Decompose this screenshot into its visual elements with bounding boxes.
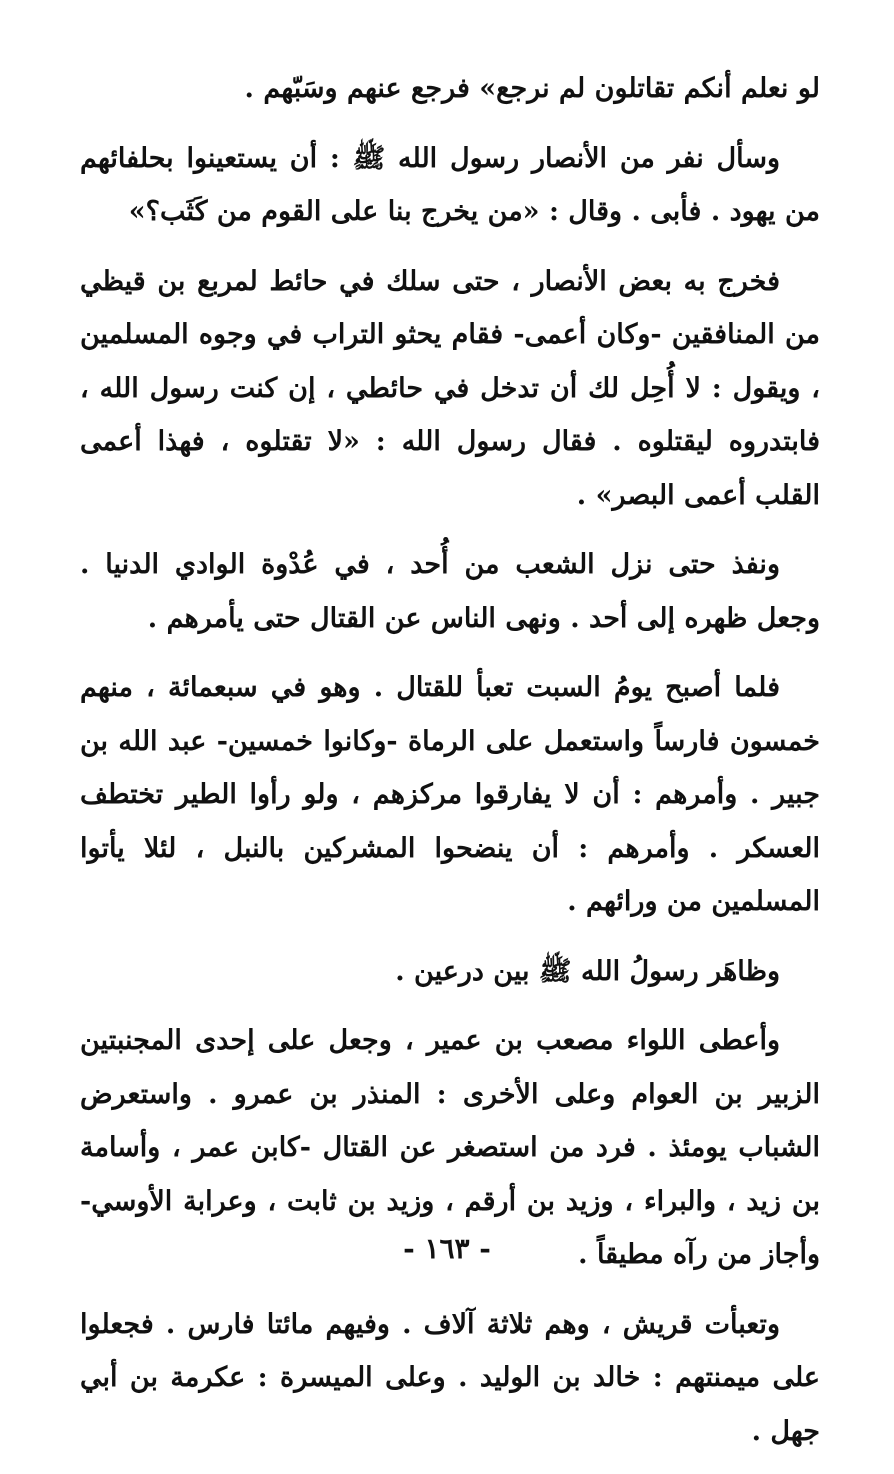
paragraph-6: وظاهَر رسولُ الله ﷺ بين درعين . [395, 955, 780, 987]
paragraph-2: وسأل نفر من الأنصار رسول الله ﷺ : أن يستعينوا بحلفائهم من يهود . فأبى . وقال : «من يخرج بنا على القوم من كَثَب؟» [80, 142, 820, 227]
paragraph-5: فلما أصبح يومُ السبت تعبأ للقتال . وهو في سبعمائة ، منهم خمسون فارساً واستعمل على الرماة -وكانوا خمسين- عبد الله بن جبير . وأمرهم : أن لا يفارقوا مركزهم ، ولو رأوا الطير تختطف العسكر . وأمرهم : أن ينضحوا المشركين بالنبل ، لئلا يأتوا المسلمين من ورائهم . [80, 672, 820, 917]
page-number: - ١٦٣ - [403, 1232, 491, 1265]
paragraph-8: وتعبأت قريش ، وهم ثلاثة آلاف . وفيهم مائتا فارس . فجعلوا على ميمنتهم : خالد بن الوليد . وعلى الميسرة : عكرمة بن أبي جهل . [80, 1308, 820, 1447]
paragraph-7: وأعطى اللواء مصعب بن عمير ، وجعل على إحدى المجنبتين الزبير بن العوام وعلى الأخرى : المنذر بن عمرو . واستعرض الشباب يومئذ . فرد من استصغر عن القتال -كابن عمر ، وأسامة بن زيد ، والبراء ، وزيد بن أرقم ، وزيد بن ثابت ، وعرابة الأوسي- وأجاز من رآه مطيقاً . [80, 1025, 820, 1270]
paragraph-4: ونفذ حتى نزل الشعب من أُحد ، في عُدْوة الوادي الدنيا . وجعل ظهره إلى أحد . ونهى الناس عن القتال حتى يأمرهم . [80, 549, 820, 634]
paragraph-3: فخرج به بعض الأنصار ، حتى سلك في حائط لمربع بن قيظي من المنافقين -وكان أعمى- فقام يحثو التراب في وجوه المسلمين ، ويقول : لا أُحِل لك أن تدخل في حائطي ، إن كنت رسول الله ، فابتدروه ليقتلوه . فقال رسول الله : «لا تقتلوه ، فهذا أعمى القلب أعمى البصر» . [80, 265, 820, 511]
paragraph-1: لو نعلم أنكم تقاتلون لم نرجع» فرجع عنهم وسَبّهم . [244, 73, 820, 104]
